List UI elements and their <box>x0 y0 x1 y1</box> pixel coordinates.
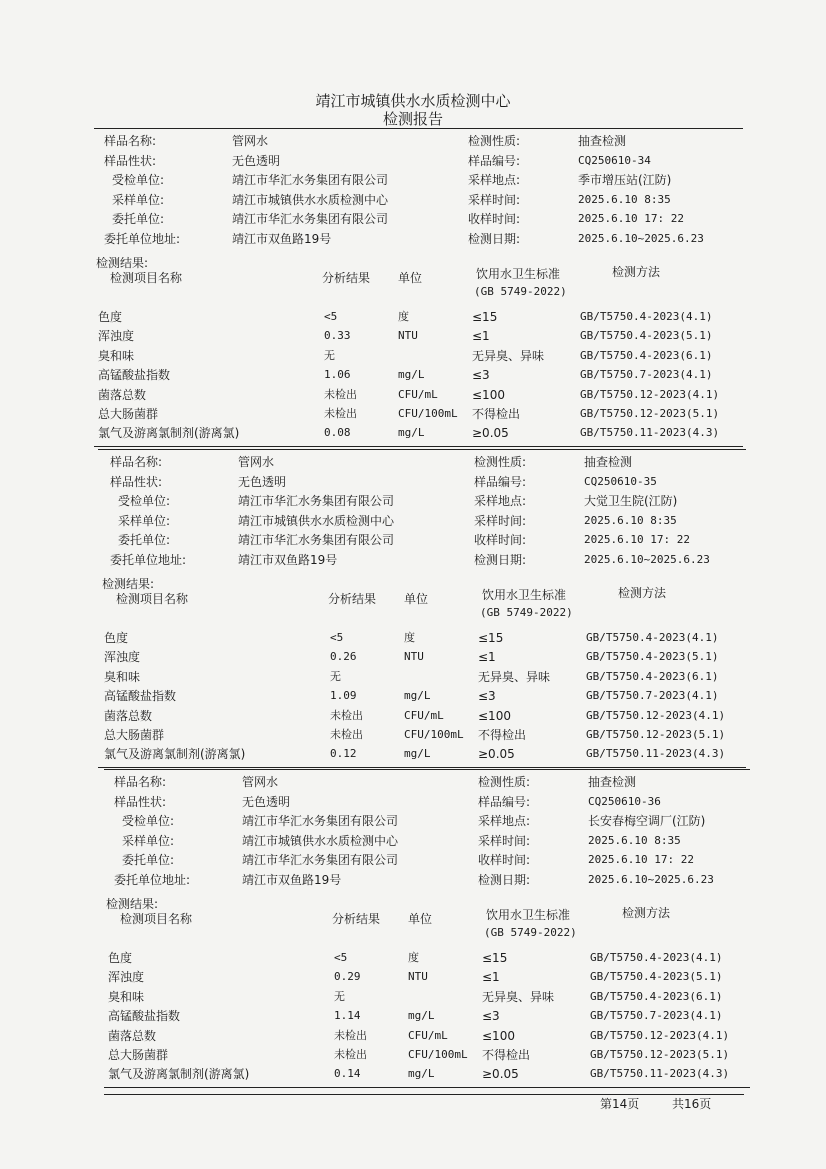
method-value: GB/T5750.7-2023(4.1) <box>580 368 713 382</box>
col-item-header: 检测项目名称 <box>110 271 183 285</box>
method-value: GB/T5750.4-2023(4.1) <box>586 631 719 644</box>
item-name: 菌落总数 <box>98 387 147 402</box>
section-top-rule <box>94 128 743 129</box>
item-name: 总大肠菌群 <box>104 728 165 742</box>
result-value: <5 <box>324 310 338 323</box>
unit-value: NTU <box>398 329 418 343</box>
col-standard-code: (GB 5749-2022) <box>480 606 573 619</box>
unit-value: 度 <box>398 310 409 323</box>
unit-value: NTU <box>404 650 424 664</box>
col-unit-header: 单位 <box>398 271 423 285</box>
method-value: GB/T5750.11-2023(4.3) <box>590 1067 730 1081</box>
unit-value: mg/L <box>398 426 425 440</box>
standard-value: ≤100 <box>478 708 511 723</box>
col-method-header: 检测方法 <box>618 586 667 600</box>
test-nature-value: 抽查检测 <box>578 134 627 148</box>
col-standard-code: (GB 5749-2022) <box>484 926 577 939</box>
method-value: GB/T5750.4-2023(4.1) <box>590 951 723 964</box>
standard-value: 不得检出 <box>472 407 521 421</box>
entrusting-unit-label: 委托单位: <box>122 853 175 867</box>
result-value: 0.26 <box>330 650 357 664</box>
result-value: 1.06 <box>324 368 351 382</box>
sampling-time-value: 2025.6.10 8:35 <box>584 513 677 527</box>
sample-name-label: 样品名称: <box>110 455 163 469</box>
test-date-value: 2025.6.10~2025.6.23 <box>588 872 714 886</box>
standard-value: ≤1 <box>472 329 490 344</box>
standard-value: 不得检出 <box>482 1048 531 1062</box>
test-nature-label: 检测性质: <box>474 455 527 469</box>
entrusting-address-label: 委托单位地址: <box>114 872 191 887</box>
result-value: <5 <box>334 951 348 964</box>
sample-no-value: CQ250610-35 <box>584 474 657 488</box>
method-value: GB/T5750.4-2023(6.1) <box>590 989 723 1003</box>
col-standard-header: 饮用水卫生标准 <box>476 267 561 281</box>
entrusting-address-label: 委托单位地址: <box>110 552 187 567</box>
sampling-site-value: 长安春梅空调厂(江防) <box>588 814 706 828</box>
item-name: 臭和味 <box>104 669 141 684</box>
receive-time-label: 收样时间: <box>478 853 531 867</box>
item-name: 氯气及游离氯制剂(游离氯) <box>108 1067 250 1082</box>
item-name: 浑浊度 <box>108 970 145 985</box>
col-standard-header: 饮用水卫生标准 <box>486 908 571 922</box>
method-value: GB/T5750.4-2023(6.1) <box>586 669 719 683</box>
entrusting-address-value: 靖江市双鱼路19号 <box>242 872 342 887</box>
method-value: GB/T5750.12-2023(4.1) <box>580 387 720 401</box>
item-name: 总大肠菌群 <box>98 407 159 421</box>
sampling-unit-value: 靖江市城镇供水水质检测中心 <box>232 192 389 207</box>
method-value: GB/T5750.4-2023(5.1) <box>590 970 723 984</box>
sampling-site-value: 大觉卫生院(江防) <box>584 494 678 508</box>
section-bottom-rule <box>104 1087 750 1088</box>
item-name: 浑浊度 <box>104 650 141 665</box>
receive-time-value: 2025.6.10 17: 22 <box>578 212 684 225</box>
item-name: 高锰酸盐指数 <box>108 1009 181 1024</box>
sample-traits-value: 无色透明 <box>242 794 291 809</box>
method-value: GB/T5750.11-2023(4.3) <box>586 747 726 761</box>
sample-name-value: 管网水 <box>238 455 275 469</box>
result-value: <5 <box>330 631 344 644</box>
result-value: 未检出 <box>324 407 357 420</box>
col-unit-header: 单位 <box>404 592 429 606</box>
item-name: 高锰酸盐指数 <box>104 689 177 704</box>
test-nature-value: 抽查检测 <box>588 775 637 789</box>
unit-value: mg/L <box>408 1067 435 1081</box>
item-name: 菌落总数 <box>108 1028 157 1043</box>
entrusting-unit-label: 委托单位: <box>112 212 165 226</box>
receive-time-value: 2025.6.10 17: 22 <box>588 853 694 866</box>
sampling-unit-label: 采样单位: <box>122 833 175 848</box>
sampling-unit-value: 靖江市城镇供水水质检测中心 <box>242 833 399 848</box>
test-date-label: 检测日期: <box>468 231 521 246</box>
result-value: 0.33 <box>324 329 351 343</box>
unit-value: CFU/mL <box>408 1028 448 1042</box>
result-value: 1.09 <box>330 689 357 703</box>
item-name: 臭和味 <box>98 348 135 363</box>
receive-time-label: 收样时间: <box>474 533 527 547</box>
standard-value: 不得检出 <box>478 728 527 742</box>
standard-value: ≥0.05 <box>472 426 509 441</box>
method-value: GB/T5750.12-2023(5.1) <box>580 407 720 420</box>
test-date-value: 2025.6.10~2025.6.23 <box>584 552 710 566</box>
sample-traits-value: 无色透明 <box>232 153 281 168</box>
sample-name-label: 样品名称: <box>114 775 167 789</box>
method-value: GB/T5750.7-2023(4.1) <box>586 689 719 703</box>
method-value: GB/T5750.12-2023(5.1) <box>590 1048 730 1061</box>
sampling-time-label: 采样时间: <box>468 192 521 207</box>
standard-value: ≤100 <box>472 387 505 402</box>
method-value: GB/T5750.7-2023(4.1) <box>590 1009 723 1023</box>
test-date-value: 2025.6.10~2025.6.23 <box>578 231 704 245</box>
standard-value: 无异臭、异味 <box>472 348 545 363</box>
sample-traits-label: 样品性状: <box>114 794 167 809</box>
section-bottom-rule <box>98 767 746 768</box>
inspected-unit-value: 靖江市华汇水务集团有限公司 <box>242 814 399 828</box>
entrusting-address-value: 靖江市双鱼路19号 <box>232 231 332 246</box>
results-label: 检测结果: <box>106 897 159 911</box>
sampling-unit-value: 靖江市城镇供水水质检测中心 <box>238 513 395 528</box>
sample-no-value: CQ250610-34 <box>578 153 651 167</box>
col-unit-header: 单位 <box>408 912 433 926</box>
sampling-unit-label: 采样单位: <box>112 192 165 207</box>
item-name: 浑浊度 <box>98 329 135 344</box>
item-name: 高锰酸盐指数 <box>98 368 171 383</box>
standard-value: ≤3 <box>478 689 496 704</box>
sampling-site-label: 采样地点: <box>468 173 521 187</box>
sample-name-label: 样品名称: <box>104 134 157 148</box>
item-name: 色度 <box>98 310 123 324</box>
unit-value: CFU/100mL <box>398 407 458 420</box>
unit-value: CFU/100mL <box>404 728 464 741</box>
unit-value: mg/L <box>398 368 425 382</box>
standard-value: ≤15 <box>482 951 508 965</box>
report-title: 检测报告 <box>382 110 443 128</box>
sampling-site-label: 采样地点: <box>474 494 527 508</box>
result-value: 无 <box>334 989 345 1003</box>
standard-value: ≥0.05 <box>482 1067 519 1082</box>
unit-value: mg/L <box>408 1009 435 1023</box>
method-value: GB/T5750.4-2023(6.1) <box>580 348 713 362</box>
standard-value: 无异臭、异味 <box>478 669 551 684</box>
inspected-unit-value: 靖江市华汇水务集团有限公司 <box>238 494 395 508</box>
item-name: 臭和味 <box>108 989 145 1004</box>
sampling-time-value: 2025.6.10 8:35 <box>588 833 681 847</box>
sampling-site-value: 季市增压站(江防) <box>578 173 672 187</box>
item-name: 总大肠菌群 <box>108 1048 169 1062</box>
sample-no-label: 样品编号: <box>474 474 527 489</box>
receive-time-value: 2025.6.10 17: 22 <box>584 533 690 546</box>
sample-no-value: CQ250610-36 <box>588 794 661 808</box>
col-method-header: 检测方法 <box>612 265 661 279</box>
inspected-unit-label: 受检单位: <box>122 814 175 828</box>
result-value: 未检出 <box>334 1048 367 1061</box>
result-value: 未检出 <box>330 728 363 741</box>
page-current: 第14页 <box>600 1097 640 1111</box>
receive-time-label: 收样时间: <box>468 212 521 226</box>
entrusting-address-label: 委托单位地址: <box>104 231 181 246</box>
test-date-label: 检测日期: <box>478 872 531 887</box>
col-result-header: 分析结果 <box>328 592 377 606</box>
page-total: 共16页 <box>672 1097 712 1111</box>
sample-no-label: 样品编号: <box>478 794 531 809</box>
inspected-unit-label: 受检单位: <box>118 494 171 508</box>
standard-value: ≤1 <box>478 650 496 665</box>
method-value: GB/T5750.11-2023(4.3) <box>580 426 720 440</box>
result-value: 0.08 <box>324 426 351 440</box>
unit-value: CFU/mL <box>398 387 438 401</box>
standard-value: ≤3 <box>482 1009 500 1024</box>
section-top-rule <box>104 769 750 770</box>
method-value: GB/T5750.4-2023(5.1) <box>580 329 713 343</box>
col-item-header: 检测项目名称 <box>116 592 189 606</box>
sample-traits-label: 样品性状: <box>104 153 157 168</box>
sample-traits-label: 样品性状: <box>110 474 163 489</box>
unit-value: CFU/mL <box>404 708 444 722</box>
method-value: GB/T5750.12-2023(5.1) <box>586 728 726 741</box>
test-nature-label: 检测性质: <box>478 775 531 789</box>
item-name: 色度 <box>108 951 133 965</box>
col-result-header: 分析结果 <box>322 271 371 285</box>
standard-value: ≤15 <box>478 631 504 645</box>
sampling-site-label: 采样地点: <box>478 814 531 828</box>
sample-name-value: 管网水 <box>242 775 279 789</box>
method-value: GB/T5750.4-2023(5.1) <box>586 650 719 664</box>
standard-value: ≤3 <box>472 368 490 383</box>
entrusting-address-value: 靖江市双鱼路19号 <box>238 552 338 567</box>
standard-value: ≤15 <box>472 310 498 324</box>
footer-rule <box>104 1094 744 1095</box>
standard-value: ≤100 <box>482 1028 515 1043</box>
inspected-unit-label: 受检单位: <box>112 173 165 187</box>
standard-value: 无异臭、异味 <box>482 989 555 1004</box>
unit-value: 度 <box>408 951 419 964</box>
col-standard-header: 饮用水卫生标准 <box>482 588 567 602</box>
col-item-header: 检测项目名称 <box>120 912 193 926</box>
result-value: 0.29 <box>334 970 361 984</box>
sampling-time-label: 采样时间: <box>478 833 531 848</box>
result-value: 无 <box>330 669 341 683</box>
col-result-header: 分析结果 <box>332 912 381 926</box>
test-nature-label: 检测性质: <box>468 134 521 148</box>
item-name: 菌落总数 <box>104 708 153 723</box>
result-value: 0.14 <box>334 1067 361 1081</box>
results-label: 检测结果: <box>102 577 155 591</box>
standard-value: ≥0.05 <box>478 747 515 762</box>
result-value: 未检出 <box>330 708 363 722</box>
section-top-rule <box>98 449 746 450</box>
sampling-time-label: 采样时间: <box>474 513 527 528</box>
item-name: 氯气及游离氯制剂(游离氯) <box>98 426 240 441</box>
unit-value: NTU <box>408 970 428 984</box>
results-label: 检测结果: <box>96 256 149 270</box>
sample-no-label: 样品编号: <box>468 153 521 168</box>
sampling-time-value: 2025.6.10 8:35 <box>578 192 671 206</box>
result-value: 0.12 <box>330 747 357 761</box>
unit-value: mg/L <box>404 747 431 761</box>
item-name: 色度 <box>104 631 129 645</box>
standard-value: ≤1 <box>482 970 500 985</box>
col-standard-code: (GB 5749-2022) <box>474 285 567 298</box>
unit-value: 度 <box>404 631 415 644</box>
sample-traits-value: 无色透明 <box>238 474 287 489</box>
entrusting-unit-value: 靖江市华汇水务集团有限公司 <box>238 533 395 547</box>
test-nature-value: 抽查检测 <box>584 455 633 469</box>
entrusting-unit-label: 委托单位: <box>118 533 171 547</box>
sampling-unit-label: 采样单位: <box>118 513 171 528</box>
entrusting-unit-value: 靖江市华汇水务集团有限公司 <box>242 853 399 867</box>
result-value: 未检出 <box>324 387 357 401</box>
col-method-header: 检测方法 <box>622 906 671 920</box>
section-bottom-rule <box>94 446 743 447</box>
org-name: 靖江市城镇供水水质检测中心 <box>315 92 511 110</box>
method-value: GB/T5750.12-2023(4.1) <box>586 708 726 722</box>
entrusting-unit-value: 靖江市华汇水务集团有限公司 <box>232 212 389 226</box>
method-value: GB/T5750.12-2023(4.1) <box>590 1028 730 1042</box>
item-name: 氯气及游离氯制剂(游离氯) <box>104 747 246 762</box>
sample-name-value: 管网水 <box>232 134 269 148</box>
unit-value: CFU/100mL <box>408 1048 468 1061</box>
method-value: GB/T5750.4-2023(4.1) <box>580 310 713 323</box>
test-date-label: 检测日期: <box>474 552 527 567</box>
inspected-unit-value: 靖江市华汇水务集团有限公司 <box>232 173 389 187</box>
result-value: 未检出 <box>334 1028 367 1042</box>
unit-value: mg/L <box>404 689 431 703</box>
result-value: 1.14 <box>334 1009 361 1023</box>
result-value: 无 <box>324 348 335 362</box>
